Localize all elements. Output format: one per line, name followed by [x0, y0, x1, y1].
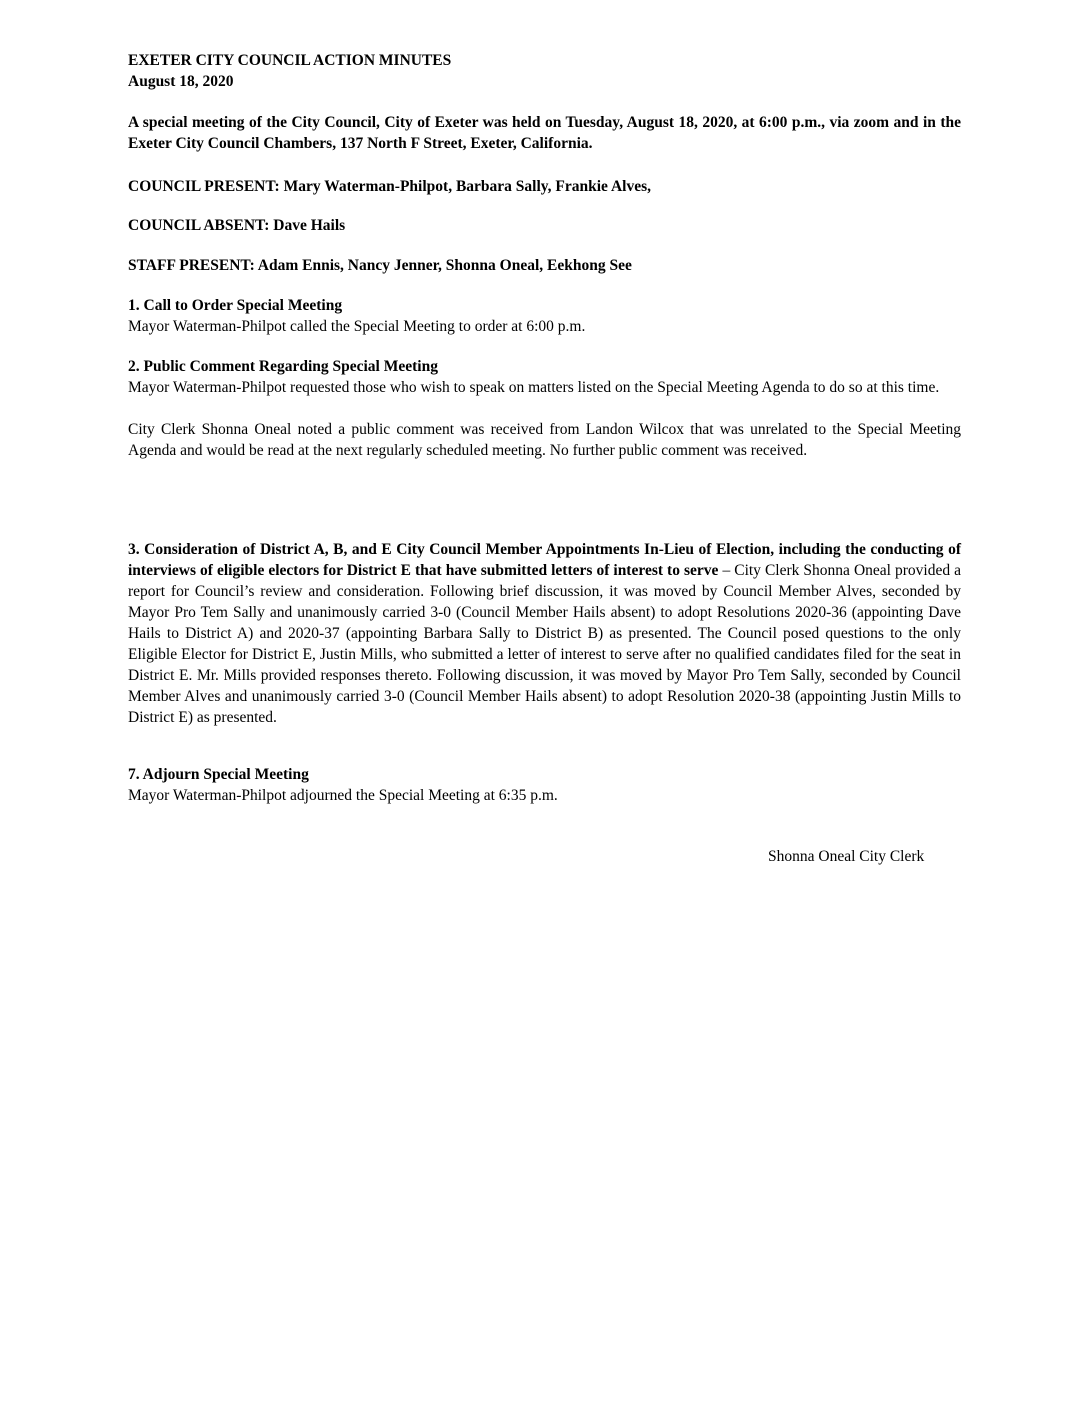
item-text: Mayor Waterman-Philpot adjourned the Special Meeting at 6:35 p.m.: [128, 787, 558, 804]
item-heading: 7. Adjourn Special Meeting: [128, 766, 309, 783]
item-heading: 3. Consideration of District A, B, and E City Council Member Appointments In-Lieu of Election, including the conducting of interviews of eligible electors for District E that have submitted letters of interest to serve: [128, 541, 961, 579]
item-text: – City Clerk Shonna Oneal provided a report for Council’s review and consideration. Following brief discussion, it was moved by Council Member Alves, seconded by Mayor Pro Tem Sally and unanimously carried 3-0 (Council Member Hails absent) to adopt Resolutions 2020-36 (appointing Dave Hails to District A) and 2020-37 (appointing Barbara Sally to District B) as presented. The Council posed questions to the only Eligible Elector for District E, Justin Mills, who submitted a letter of interest to serve after no qualified candidates filed for the seat in District E. Mr. Mills provided responses thereto. Following discussion, it was moved by Mayor Pro Tem Sally, seconded by Council Member Alves and unanimously carried 3-0 (Council Member Hails absent) to adopt Resolution 2020-38 (appointing Justin Mills to District E) as presented.: [128, 562, 961, 726]
item-2: [128, 356, 961, 461]
item-text: Mayor Waterman-Philpot called the Special Meeting to order at 6:00 p.m.: [128, 318, 586, 335]
item-text: City Clerk Shonna Oneal noted a public comment was received from Landon Wilcox that was unrelated to the Special Meeting Agenda and would be read at the next regularly scheduled meeting. No further public comment was received.: [128, 421, 961, 459]
document-title: EXETER CITY COUNCIL ACTION MINUTES: [128, 52, 452, 69]
item-text: Mayor Waterman-Philpot requested those who wish to speak on matters listed on the Special Meeting Agenda to do so at this time.: [128, 379, 940, 396]
document-header: [128, 50, 961, 92]
item-1: [128, 295, 961, 337]
intro-paragraph: A special meeting of the City Council, City of Exeter was held on Tuesday, August 18, 2020, at 6:00 p.m., via zoom and in the Exeter City Council Chambers, 137 North F Street, Exeter, California.: [128, 114, 961, 152]
council-absent: COUNCIL ABSENT: Dave Hails: [128, 217, 346, 234]
document-date: August 18, 2020: [128, 73, 234, 90]
signature: Shonna Oneal City Clerk: [768, 848, 925, 865]
staff-present: STAFF PRESENT: Adam Ennis, Nancy Jenner, Shonna Oneal, Eekhong See: [128, 257, 632, 274]
item-7: [128, 764, 961, 806]
item-3: [128, 539, 961, 728]
item-heading: 1. Call to Order Special Meeting: [128, 297, 343, 314]
council-present: COUNCIL PRESENT: Mary Waterman-Philpot, Barbara Sally, Frankie Alves,: [128, 178, 651, 195]
item-heading: 2. Public Comment Regarding Special Meeting: [128, 358, 438, 375]
